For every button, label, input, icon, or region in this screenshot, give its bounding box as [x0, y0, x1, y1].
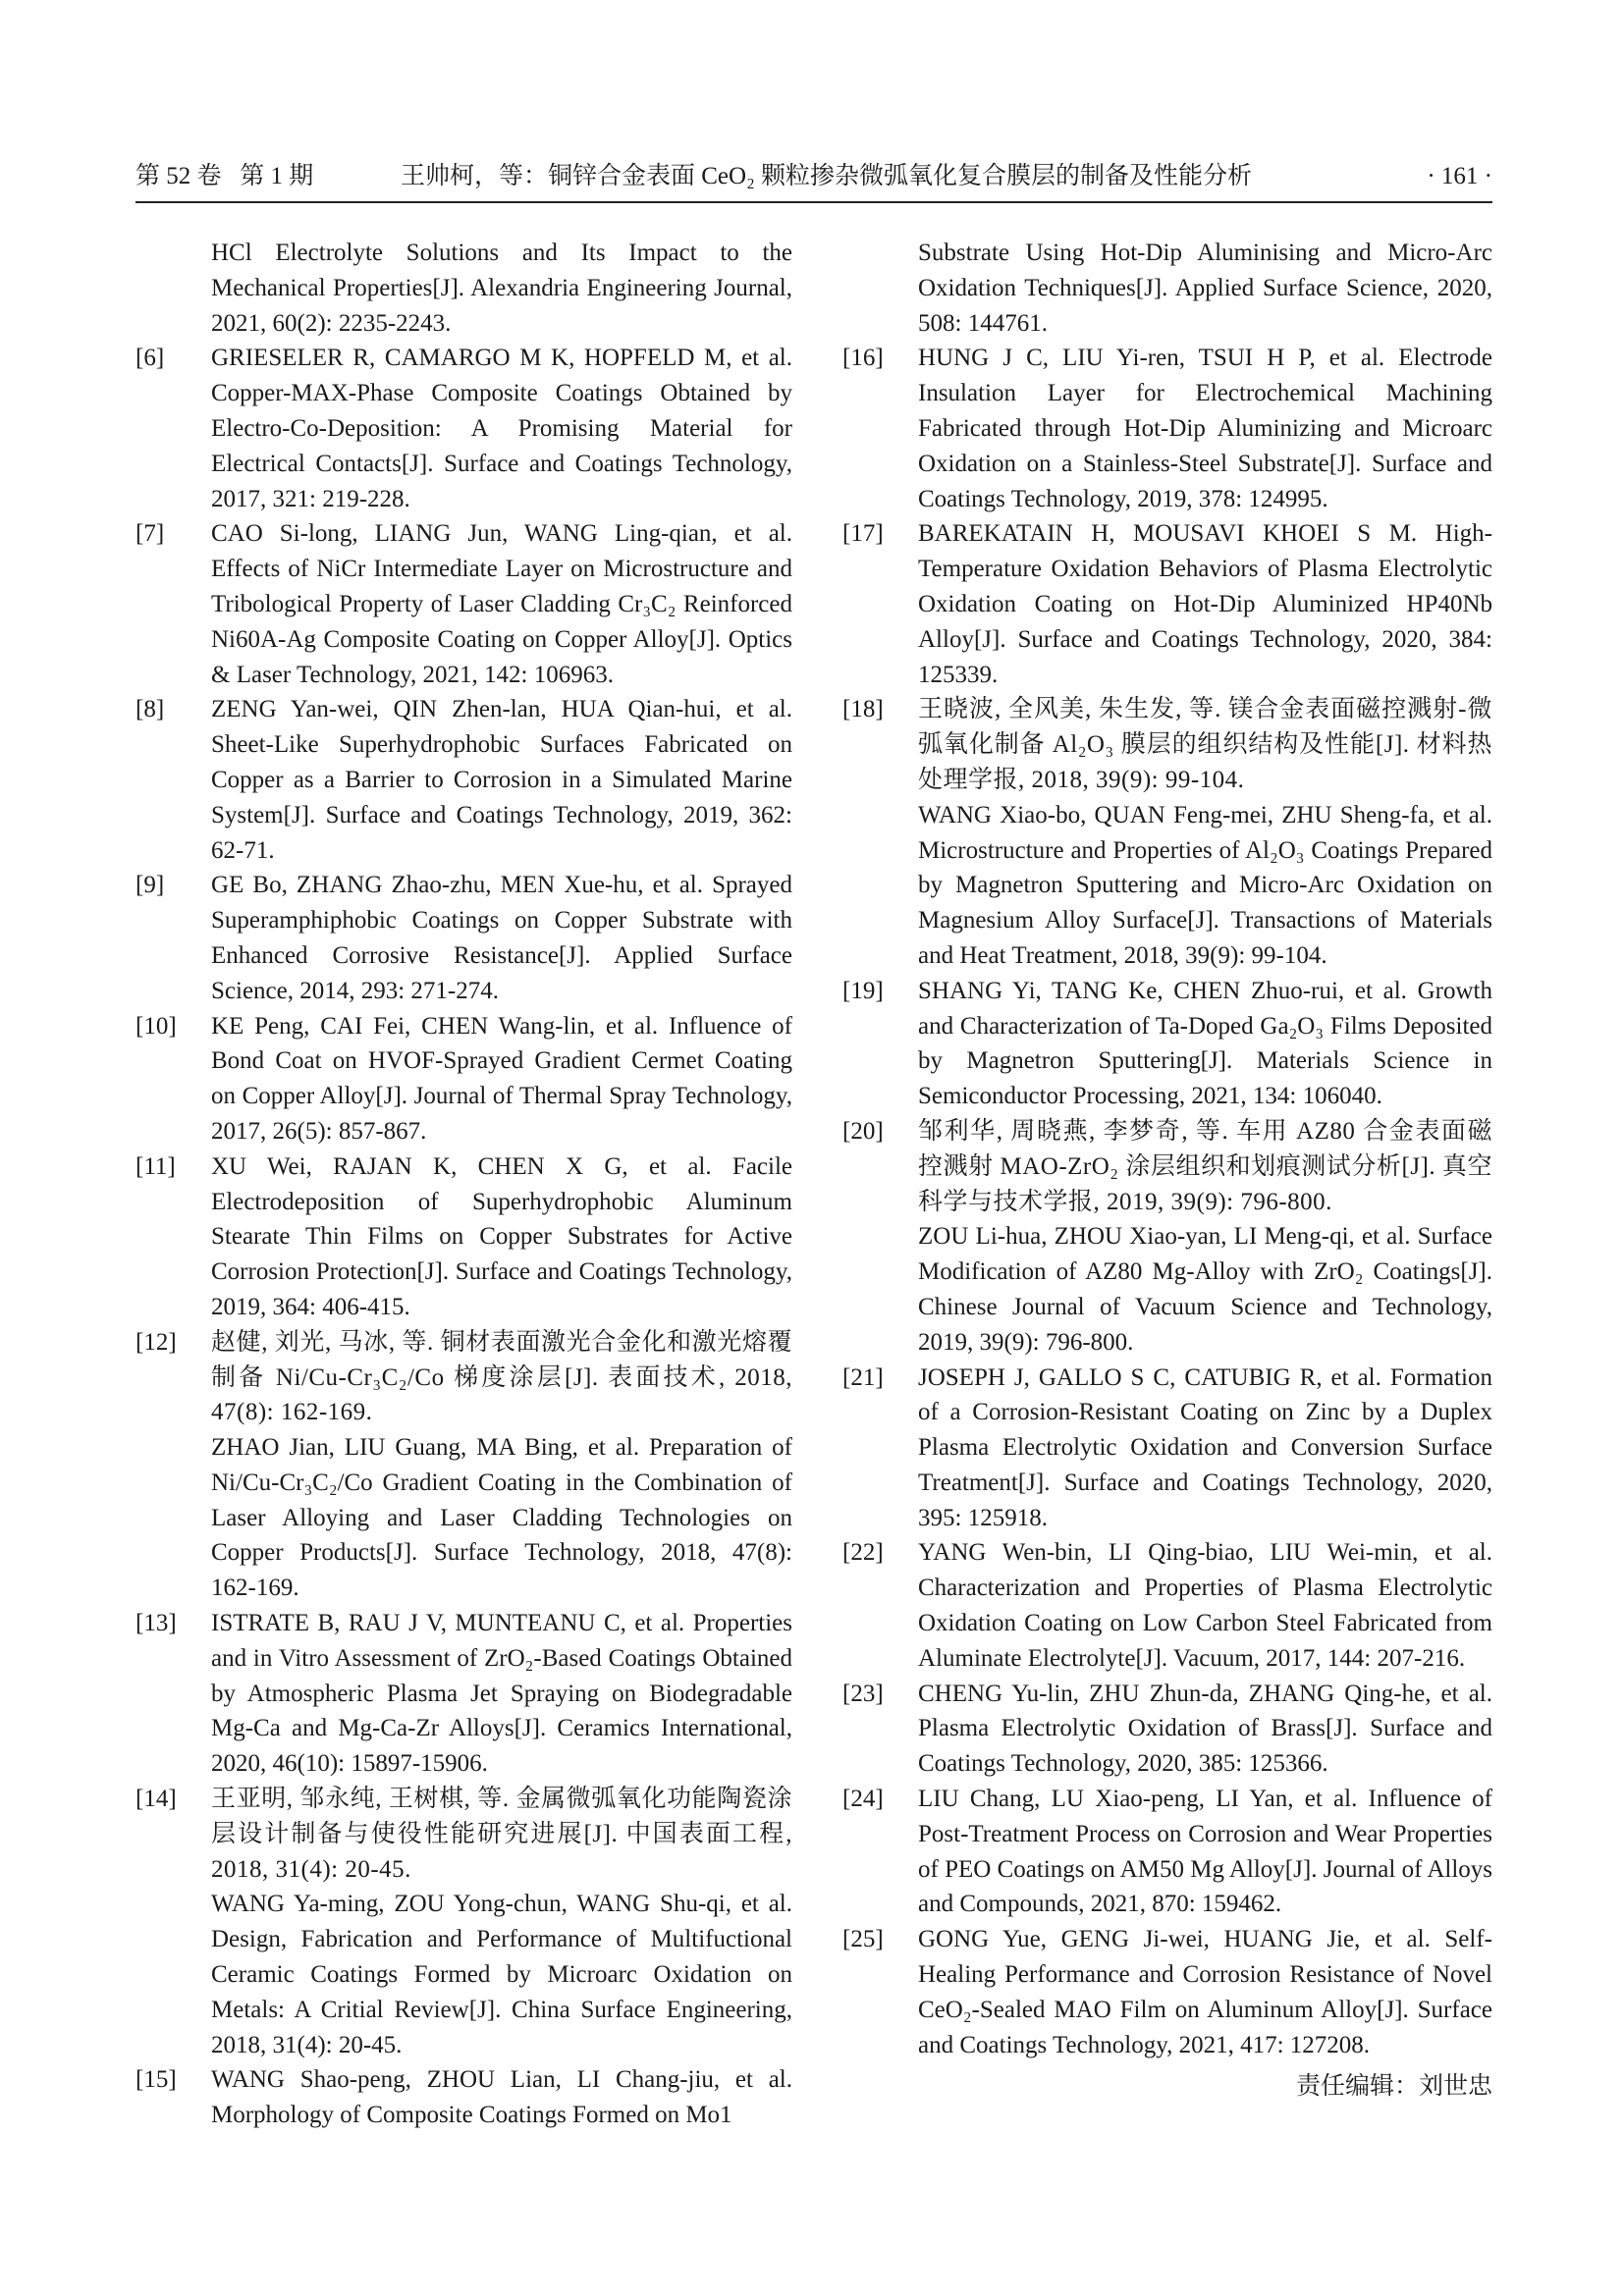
reference-item — [842, 516, 1492, 692]
reference-line: GRIESELER R, CAMARGO M K, HOPFELD M, et al. Copper-MAX-Phase Composite Coatings Obtained by Electro-Co-Deposition: A Promising Material for Electrical Contacts[J]. Surface and Coatings Technology, 2017, 321: 219-228. — [211, 345, 792, 512]
reference-continuation: HCl Electrolyte Solutions and Its Impact to the Mechanical Properties[J]. Alexandria Engineering Journal, 2021, 60(2): 2235-2243. — [211, 240, 792, 337]
reference-item — [842, 1922, 1492, 2062]
reference-line: XU Wei, RAJAN K, CHEN X G, et al. Facile Electrodeposition of Superhydrophobic Aluminum Stearate Thin Films on Copper Substrates for Active Corrosion Protection[J]. Surface and Coatings Technology, 2019, 364: 406-415. — [211, 1152, 792, 1320]
reference-item — [842, 1114, 1492, 1361]
reference-line: 赵健, 刘光, 马冰, 等. 铜材表面激光合金化和激光熔覆制备 Ni/Cu-Cr₃C₂/Co 梯度涂层[J]. 表面技术, 2018, 47(8): 162-169. — [211, 1328, 792, 1426]
reference-line: GE Bo, ZHANG Zhao-zhu, MEN Xue-hu, et al. Sprayed Superamphiphobic Coatings on Copper Substrate with Enhanced Corrosive Resistance[J]. Applied Surface Science, 2014, 293: 271-274. — [211, 872, 792, 1004]
reference-number: [21] — [842, 1363, 884, 1391]
reference-text — [918, 516, 1492, 692]
reference-text — [211, 341, 792, 516]
reference-number: [14] — [135, 1786, 177, 1813]
reference-text — [918, 1535, 1492, 1676]
reference-number: [11] — [135, 1152, 176, 1180]
reference-line: 王亚明, 邹永纯, 王树棋, 等. 金属微弧氧化功能陶瓷涂层设计制备与使役性能研究进展[J]. 中国表面工程, 2018, 31(4): 20-45. — [211, 1786, 792, 1883]
reference-list — [842, 341, 1492, 2062]
reference-number: [6] — [135, 345, 165, 372]
reference-item — [135, 1325, 792, 1606]
reference-line: 邹利华, 周晓燕, 李梦奇, 等. 车用 AZ80 合金表面磁控溅射 MAO-ZrO₂ 涂层组织和划痕测试分析[J]. 真空科学与技术学报, 2019, 39(9): 796-800. — [918, 1117, 1492, 1215]
reference-number: [22] — [842, 1539, 884, 1567]
reference-list — [135, 341, 792, 2133]
reference-item — [842, 974, 1492, 1114]
reference-item — [135, 1149, 792, 1325]
reference-line: 王晓波, 全风美, 朱生发, 等. 镁合金表面磁控溅射-微弧氧化制备 Al₂O₃ 膜层的组织结构及性能[J]. 材料热处理学报, 2018, 39(9): 99-104. — [918, 696, 1492, 793]
reference-number: [20] — [842, 1117, 884, 1145]
reference-number: [19] — [842, 977, 884, 1004]
reference-text — [211, 692, 792, 868]
responsible-editor: 责任编辑：刘世忠 — [1295, 2073, 1492, 2100]
reference-line: CAO Si-long, LIANG Jun, WANG Ling-qian, et al. Effects of NiCr Intermediate Layer on Microstructure and Tribological Property of Laser Cladding Cr₃C₂ Reinforced Ni60A-Ag Composite Coating on Copper Alloy[J]. Optics & Laser Technology, 2021, 142: 106963. — [211, 520, 792, 688]
right-column — [842, 236, 1492, 2062]
reference-number: [17] — [842, 520, 884, 548]
reference-continuation: Substrate Using Hot-Dip Aluminising and Micro-Arc Oxidation Techniques[J]. Applied Surface Science, 2020, 508: 144761. — [918, 240, 1492, 337]
reference-number: [7] — [135, 520, 165, 548]
reference-text — [211, 1606, 792, 1782]
reference-item — [842, 341, 1492, 516]
reference-line: KE Peng, CAI Fei, CHEN Wang-lin, et al. Influence of Bond Coat on HVOF-Sprayed Gradient Cermet Coating on Copper Alloy[J]. Journal of Thermal Spray Technology, 2017, 26(5): 857-867. — [211, 1012, 792, 1145]
reference-line: WANG Xiao-bo, QUAN Feng-mei, ZHU Sheng-fa, et al. Microstructure and Properties of Al₂O₃ Coatings Prepared by Magnetron Sputtering and Micro-Arc Oxidation on Magnesium Alloy Surface[J]. Transactions of Materials and Heat Treatment, 2018, 39(9): 99-104. — [918, 801, 1492, 969]
reference-line: JOSEPH J, GALLO S C, CATUBIG R, et al. Formation of a Corrosion-Resistant Coating on Zinc by a Duplex Plasma Electrolytic Oxidation and Conversion Surface Treatment[J]. Surface and Coatings Technology, 2020, 395: 125918. — [918, 1363, 1492, 1531]
reference-item — [135, 1009, 792, 1149]
reference-line: CHENG Yu-lin, ZHU Zhun-da, ZHANG Qing-he, et al. Plasma Electrolytic Oxidation of Brass[J]. Surface and Coatings Technology, 2020, 385: 125366. — [918, 1680, 1492, 1778]
reference-line: SHANG Yi, TANG Ke, CHEN Zhuo-rui, et al. Growth and Characterization of Ta-Doped Ga₂O₃ Films Deposited by Magnetron Sputtering[J]. Materials Science in Semiconductor Processing, 2021, 134: 106040. — [918, 977, 1492, 1110]
reference-number: [10] — [135, 1012, 177, 1040]
reference-text — [918, 974, 1492, 1114]
reference-text — [918, 1361, 1492, 1536]
reference-item — [135, 2062, 792, 2133]
reference-item — [135, 1606, 792, 1782]
reference-item — [135, 516, 792, 692]
reference-number: [12] — [135, 1328, 177, 1356]
reference-item — [842, 1782, 1492, 1922]
reference-text — [918, 1677, 1492, 1782]
reference-text — [918, 341, 1492, 516]
reference-item — [842, 1535, 1492, 1676]
reference-number: [16] — [842, 345, 884, 372]
reference-item — [842, 692, 1492, 973]
reference-line: ISTRATE B, RAU J V, MUNTEANU C, et al. Properties and in Vitro Assessment of ZrO₂-Based Coatings Obtained by Atmospheric Plasma Jet Spraying on Biodegradable Mg-Ca and Mg-Ca-Zr Alloys[J]. Ceramics International, 2020, 46(10): 15897-15906. — [211, 1610, 792, 1778]
reference-line: ZENG Yan-wei, QIN Zhen-lan, HUA Qian-hui, et al. Sheet-Like Superhydrophobic Surfaces Fabricated on Copper as a Barrier to Corrosion in a Simulated Marine System[J]. Surface and Coatings Technology, 2019, 362: 62-71. — [211, 696, 792, 864]
reference-number: [8] — [135, 696, 165, 723]
reference-item — [135, 868, 792, 1008]
reference-line: LIU Chang, LU Xiao-peng, LI Yan, et al. Influence of Post-Treatment Process on Corrosion and Wear Properties of PEO Coatings on AM50 Mg Alloy[J]. Journal of Alloys and Compounds, 2021, 870: 159462. — [918, 1786, 1492, 1918]
reference-text — [918, 1922, 1492, 2062]
reference-text — [211, 2062, 792, 2133]
reference-text — [211, 1325, 792, 1606]
reference-number: [24] — [842, 1786, 884, 1813]
reference-number: [18] — [842, 696, 884, 723]
reference-text — [211, 1149, 792, 1325]
reference-item — [135, 341, 792, 516]
issue-label: 第 52 卷 第 1 期 — [135, 163, 314, 189]
reference-number: [15] — [135, 2066, 177, 2094]
reference-text — [211, 1782, 792, 2062]
reference-line: WANG Shao-peng, ZHOU Lian, LI Chang-jiu, et al. Morphology of Composite Coatings Formed on Mo1 — [211, 2066, 792, 2129]
running-title: 王帅柯，等：铜锌合金表面 CeO₂ 颗粒掺杂微弧氧化复合膜层的制备及性能分析 — [401, 163, 1253, 189]
reference-text — [918, 1782, 1492, 1922]
reference-number: [23] — [842, 1680, 884, 1707]
reference-text — [211, 868, 792, 1008]
header-rule — [135, 201, 1492, 203]
reference-line: ZOU Li-hua, ZHOU Xiao-yan, LI Meng-qi, et al. Surface Modification of AZ80 Mg-Alloy with ZrO₂ Coatings[J]. Chinese Journal of Vacuum Science and Technology, 2019, 39(9): 796-800. — [918, 1223, 1492, 1356]
reference-text — [211, 1009, 792, 1149]
reference-item — [842, 1677, 1492, 1782]
reference-text — [211, 516, 792, 692]
reference-text — [918, 692, 1492, 973]
reference-line: HUNG J C, LIU Yi-ren, TSUI H P, et al. Electrode Insulation Layer for Electrochemical Machining Fabricated through Hot-Dip Aluminizing and Microarc Oxidation on a Stainless-Steel Substrate[J]. Surface and Coatings Technology, 2019, 378: 124995. — [918, 345, 1492, 512]
reference-item — [135, 692, 792, 868]
reference-text — [918, 1114, 1492, 1361]
reference-line: YANG Wen-bin, LI Qing-biao, LIU Wei-min, et al. Characterization and Properties of Plasma Electrolytic Oxidation Coating on Low Carbon Steel Fabricated from Aluminate Electrolyte[J]. Vacuum, 2017, 144: 207-216. — [918, 1539, 1492, 1672]
reference-number: [25] — [842, 1926, 884, 1953]
page-number: · 161 · — [1427, 163, 1492, 189]
reference-line: BAREKATAIN H, MOUSAVI KHOEI S M. High-Temperature Oxidation Behaviors of Plasma Electrolytic Oxidation Coating on Hot-Dip Aluminized HP40Nb Alloy[J]. Surface and Coatings Technology, 2020, 384: 125339. — [918, 520, 1492, 688]
reference-number: [9] — [135, 872, 165, 899]
reference-item — [135, 1782, 792, 2062]
reference-number: [13] — [135, 1610, 177, 1637]
reference-item — [842, 1361, 1492, 1536]
reference-line: ZHAO Jian, LIU Guang, MA Bing, et al. Preparation of Ni/Cu-Cr₃C₂/Co Gradient Coating in the Combination of Laser Alloying and Laser Cladding Technologies on Copper Products[J]. Surface Technology, 2018, 47(8): 162-169. — [211, 1434, 792, 1602]
reference-line: WANG Ya-ming, ZOU Yong-chun, WANG Shu-qi, et al. Design, Fabrication and Performance of Multifuctional Ceramic Coatings Formed by Microarc Oxidation on Metals: A Critial Review[J]. China Surface Engineering, 2018, 31(4): 20-45. — [211, 1891, 792, 2058]
reference-line: GONG Yue, GENG Ji-wei, HUANG Jie, et al. Self-Healing Performance and Corrosion Resistance of Novel CeO₂-Sealed MAO Film on Aluminum Alloy[J]. Surface and Coatings Technology, 2021, 417: 127208. — [918, 1926, 1492, 2058]
running-header — [135, 157, 1492, 196]
left-column — [135, 236, 792, 2133]
